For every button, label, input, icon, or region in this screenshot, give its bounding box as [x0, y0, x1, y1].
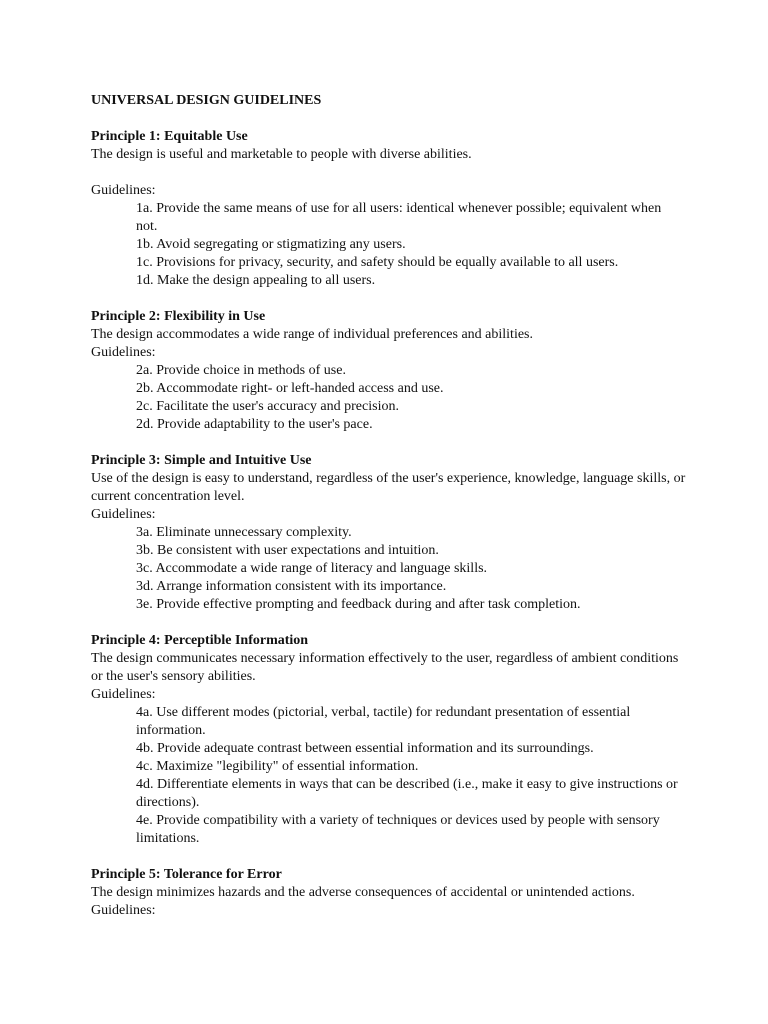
- guidelines-label: Guidelines:: [91, 183, 156, 198]
- principle-heading: Principle 1: Equitable Use: [91, 129, 248, 144]
- guidelines-label: Guidelines:: [91, 687, 156, 702]
- principle-description: Use of the design is easy to understand, regardless of the user's experience, knowledge, language skills, or current concentration level.: [91, 471, 686, 504]
- guideline-item: 2d. Provide adaptability to the user's pace.: [136, 417, 373, 432]
- guideline-list: [91, 524, 691, 614]
- principle-heading: Principle 4: Perceptible Information: [91, 633, 309, 648]
- guideline-item: 4a. Use different modes (pictorial, verbal, tactile) for redundant presentation of essential information.: [136, 705, 631, 738]
- guideline-item: 1d. Make the design appealing to all users.: [136, 273, 376, 288]
- principle-description: The design is useful and marketable to people with diverse abilities.: [91, 147, 472, 162]
- guideline-item: 1a. Provide the same means of use for all users: identical whenever possible; equivalent when not.: [136, 201, 662, 234]
- principle-description: The design communicates necessary information effectively to the user, regardless of ambient conditions or the user's sensory abilities.: [91, 651, 679, 684]
- document-title: UNIVERSAL DESIGN GUIDELINES: [91, 93, 322, 108]
- guideline-list: [91, 200, 691, 290]
- guideline-item: 1b. Avoid segregating or stigmatizing any users.: [136, 237, 406, 252]
- document-page: [91, 92, 691, 938]
- guideline-item: 4b. Provide adequate contrast between essential information and its surroundings.: [136, 741, 594, 756]
- guideline-item: 3e. Provide effective prompting and feedback during and after task completion.: [136, 597, 581, 612]
- guidelines-label: Guidelines:: [91, 345, 156, 360]
- guidelines-label: Guidelines:: [91, 507, 156, 522]
- principle-heading: Principle 2: Flexibility in Use: [91, 309, 266, 324]
- guideline-item: 2c. Facilitate the user's accuracy and precision.: [136, 399, 399, 414]
- principle-description: The design accommodates a wide range of individual preferences and abilities.: [91, 327, 533, 342]
- principle-2: [91, 308, 691, 434]
- guideline-item: 1c. Provisions for privacy, security, and safety should be equally available to all users.: [136, 255, 619, 270]
- principle-4: [91, 632, 691, 848]
- guideline-item: 3d. Arrange information consistent with its importance.: [136, 579, 447, 594]
- guideline-item: 3c. Accommodate a wide range of literacy and language skills.: [136, 561, 488, 576]
- guideline-item: 4e. Provide compatibility with a variety of techniques or devices used by people with sensory limitations.: [136, 813, 660, 846]
- principle-heading: Principle 3: Simple and Intuitive Use: [91, 453, 312, 468]
- guideline-list: [91, 362, 691, 434]
- guideline-list: [91, 704, 691, 848]
- guideline-item: 4d. Differentiate elements in ways that can be described (i.e., make it easy to give instructions or directions).: [136, 777, 678, 810]
- guideline-item: 3a. Eliminate unnecessary complexity.: [136, 525, 352, 540]
- guideline-item: 4c. Maximize "legibility" of essential information.: [136, 759, 419, 774]
- guidelines-label: Guidelines:: [91, 903, 156, 918]
- principle-heading: Principle 5: Tolerance for Error: [91, 867, 282, 882]
- principle-5: [91, 866, 691, 920]
- guideline-item: 2a. Provide choice in methods of use.: [136, 363, 346, 378]
- guideline-item: 3b. Be consistent with user expectations and intuition.: [136, 543, 439, 558]
- guideline-item: 2b. Accommodate right- or left-handed access and use.: [136, 381, 444, 396]
- principle-3: [91, 452, 691, 614]
- principle-1: [91, 128, 691, 290]
- principle-description: The design minimizes hazards and the adverse consequences of accidental or unintended actions.: [91, 885, 635, 900]
